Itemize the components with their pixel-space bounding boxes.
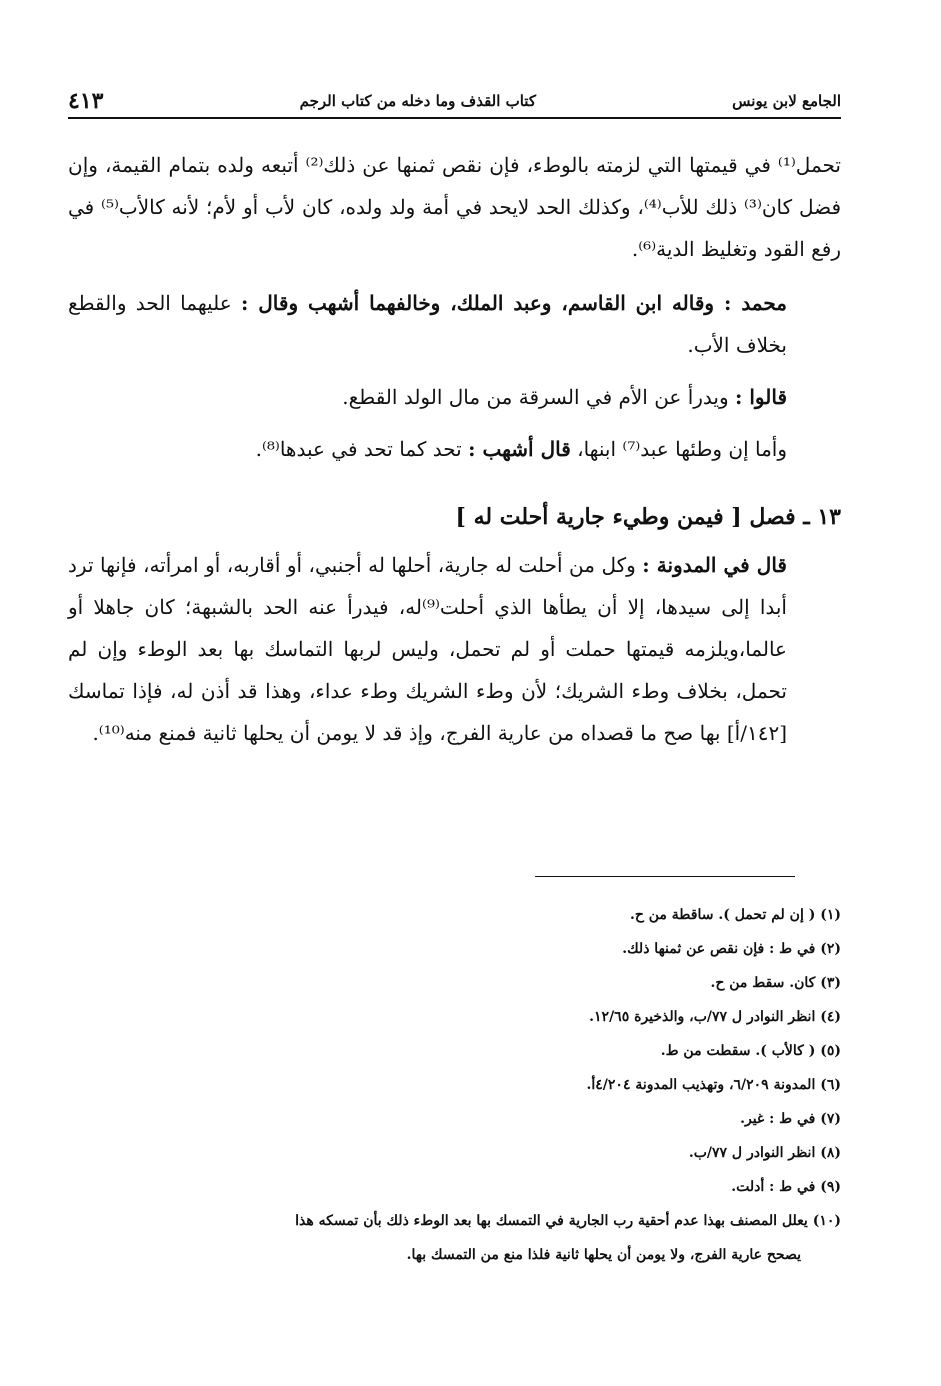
running-header: [68, 86, 841, 116]
footnote-7: (٧) في ط : غير.: [740, 1111, 841, 1127]
speaker-qalu: قالوا :: [735, 385, 787, 409]
footnote-6: (٦) المدونة ٦/٢٠٩، وتهذيب المدونة ٤/٢٠٤أ.: [586, 1077, 841, 1093]
main-text: [68, 144, 841, 764]
footnote-5: (٥) ( كالأب ). سقطت من ط.: [660, 1043, 841, 1059]
paragraph-5: [68, 544, 841, 754]
paragraph-2-text: عليهما الحد والقطع بخلاف الأب.: [68, 291, 787, 357]
footnote-10-continued: يصحح عارية الفرج، ولا يومن أن يحلها ثانية فلذا منع من التمسك بها.: [406, 1247, 801, 1263]
speaker-ashhab: قال أشهب :: [468, 437, 571, 461]
footnotes: [68, 898, 841, 1272]
header-chapter-title: كتاب القذف وما دخله من كتاب الرجم: [299, 92, 536, 110]
footnote-9: (٩) في ط : أدلت.: [731, 1179, 841, 1195]
footnote-3: (٣) كان. سقط من ح.: [710, 975, 841, 991]
header-rule: [68, 117, 841, 119]
speaker-muhammad: محمد : وقاله ابن القاسم، وعبد الملك، وخالفهما أشهب وقال :: [240, 291, 787, 315]
source-mudawwana: قال في المدونة :: [642, 553, 787, 577]
page-number: ٤١٣: [68, 88, 104, 114]
footnote-2: (٢) في ط : فإن نقص عن ثمنها ذلك.: [622, 941, 841, 957]
footnote-10: (١٠) يعلل المصنف بهذا عدم أحقية رب الجارية في التمسك بها بعد الوطء ذلك بأن تمسكه هذا: [295, 1213, 841, 1229]
paragraph-2: [68, 282, 841, 366]
paragraph-3: [68, 376, 841, 418]
footnote-rule: [535, 876, 795, 877]
section-heading: ١٣ ـ فصل [ فيمن وطيء جارية أحلت له ]: [455, 504, 841, 530]
footnote-1: (١) ( إن لم تحمل ). ساقطة من ح.: [629, 907, 841, 923]
header-book-title: الجامع لابن يونس: [732, 92, 841, 110]
paragraph-3-text: ويدرأ عن الأم في السرقة من مال الولد القطع.: [342, 385, 729, 409]
paragraph-4-text: تحد كما تحد في عبدها⁽⁸⁾.: [255, 437, 462, 461]
paragraph-1: تحمل⁽¹⁾ في قيمتها التي لزمته بالوطء، فإن نقص ثمنها عن ذلك⁽²⁾ أتبعه ولده بتمام القيمة، وإن فضل كان⁽³⁾ ذلك للأب⁽⁴⁾، وكذلك الحد لايحد في أمة ولد ولده، كان لأب أو لأم؛ لأنه كالأب⁽⁵⁾ في رفع القود وتغليظ الدية⁽⁶⁾.: [68, 153, 841, 261]
paragraph-4-lead: وأما إن وطئها عبد⁽⁷⁾ ابنها،: [577, 437, 787, 461]
footnote-4: (٤) انظر النوادر ل ٧٧/ب، والذخيرة ١٢/٦٥.: [589, 1009, 841, 1025]
footnote-8: (٨) انظر النوادر ل ٧٧/ب.: [688, 1145, 841, 1161]
paragraph-5-text: وكل من أحلت له جارية، أحلها له أجنبي، أو أقاربه، أو امرأته، فإنها ترد أبدا إلى سيدها، إلا أن يطأها الذي أحلت⁽⁹⁾له، فيدرأ عنه الحد بالشبهة؛ كان جاهلا أو عالما،ويلزمه قيمتها حملت أو لم تحمل، وليس لربها التماسك بها بعد الوطء وإن لم تحمل، بخلاف وطء الشريك؛ لأن وطء الشريك وطء عداء، وهذا قد أذن له، فإذا تماسك [١٤٢/أ] بها صح ما قصداه من عارية الفرج، وإذ قد لا يومن أن يحلها ثانية فمنع منه⁽¹⁰⁾.: [68, 553, 787, 745]
paragraph-4: [68, 428, 841, 470]
